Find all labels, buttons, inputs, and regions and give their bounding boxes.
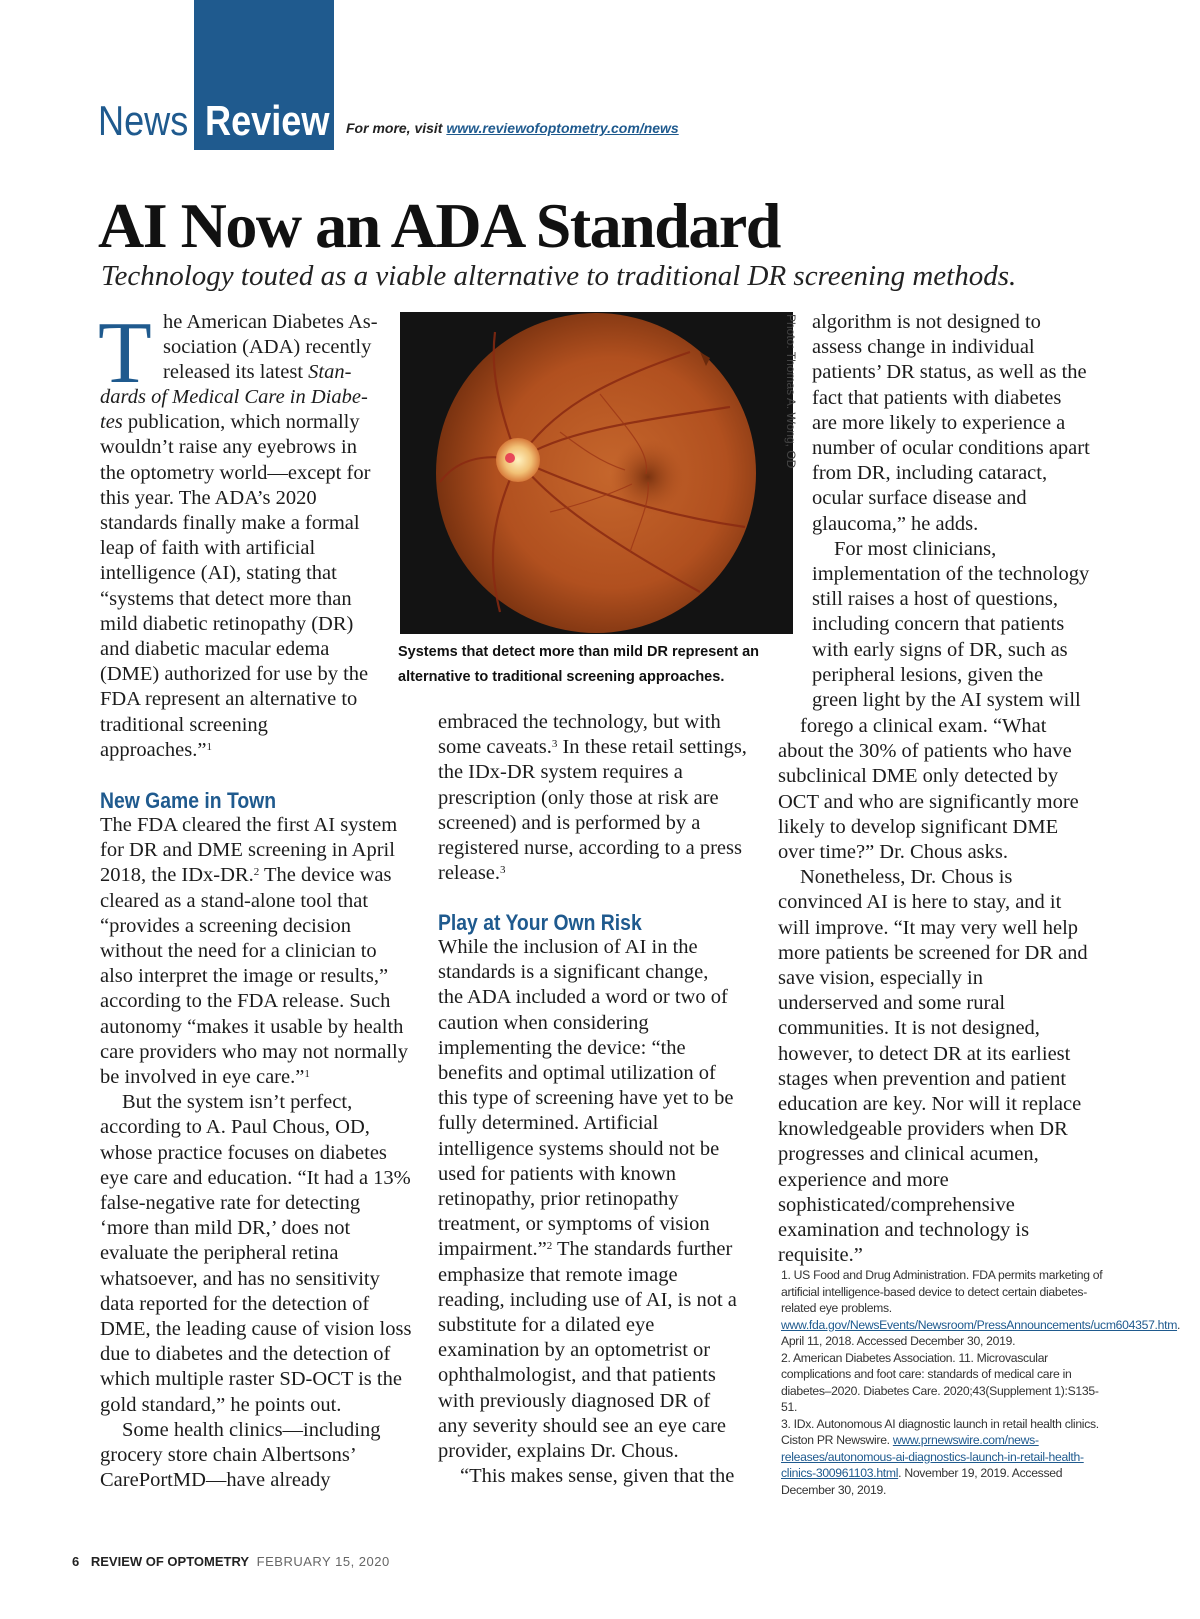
col1-intro-paragraph bbox=[100, 385, 380, 763]
ref-sup: 2 bbox=[253, 866, 260, 879]
page-number: 6 bbox=[72, 1554, 80, 1569]
col1-line-1: he American Diabetes As- bbox=[163, 311, 378, 333]
col3-body bbox=[778, 714, 1088, 1268]
photo-credit: Photo: Thomas A. Wong, OD bbox=[784, 314, 798, 469]
brand-news: News bbox=[98, 97, 189, 144]
col3-p2-text: For most clinicians, implementation of the technology still raises a host of questions, including concern that patients with early signs of DR, such as peripheral lesions, given the green light by the AI system will bbox=[812, 537, 1090, 712]
more-info-line bbox=[346, 120, 679, 136]
intro-text: publication, which normally wouldn’t raise any eyebrows in the optometry world—except for this year. The ADA’s 2020 standards finally make a formal leap of faith with artificial intelligence (AI), stating that “systems that detect more than mild diabetic retinopathy (DR) and diabetic macular edema (DME) authorized for use by the FDA represent an alternative to traditional screening approaches.” bbox=[100, 411, 371, 761]
reference-1: 1. US Food and Drug Administration. FDA permits marketing of artificial intelligence-based device to detect certain diabetes-related eye problems. www.fda.gov/NewsEvents/Newsroom/PressAnnouncements/ucm604357.htm. April 11, 2018. Accessed December 30, 2019. bbox=[781, 1268, 1181, 1348]
retina-photo bbox=[400, 312, 793, 634]
col2-p1-text: embraced the technology, but with some caveats. bbox=[438, 711, 721, 759]
col1-line-2: sociation (ADA) recently bbox=[163, 336, 372, 359]
col1-line-3: released its latest Stan- bbox=[163, 361, 352, 384]
reference-3: 3. IDx. Autonomous AI diagnostic launch in retail health clinics. Ciston PR Newswire. www.prnewswire.com/news-releases/autonomous-ai-diagnostics-launch-in-retail-health-clinics-300961103.html. November 19, 2019. Accessed December 30, 2019. bbox=[781, 1416, 1099, 1497]
drop-cap: T bbox=[98, 305, 152, 402]
subhead: Technology touted as a viable alternative to traditional DR screening methods. bbox=[101, 260, 1017, 292]
subheading-new-game: New Game in Town bbox=[100, 788, 277, 813]
col2-p1b-text: In these retail settings, the IDx-DR system requires a prescription (only those at risk are screened) and is performed by a registered nurse, according to a press release. bbox=[438, 736, 747, 885]
magazine-name: REVIEW OF OPTOMETRY bbox=[90, 1554, 250, 1569]
ref-sup: 2 bbox=[546, 1240, 553, 1253]
page-footer bbox=[72, 1554, 390, 1569]
photo-caption: Systems that detect more than mild DR represent an alternative to traditional screening approaches. bbox=[398, 644, 759, 685]
ref-sup: 1 bbox=[206, 740, 212, 753]
p2-text: The FDA cleared the first AI system for DR and DME screening in April 2018, the IDx-DR. bbox=[100, 814, 398, 887]
col1-italic-a: Stan- bbox=[308, 361, 352, 384]
col2-p2b-text: The standards further emphasize that remote image reading, including use of AI, is not a substitute for a dilated eye examination by an optometrist or ophthalmologist, and that patients with previously diagnosed DR of any severity should see an eye care provider, explains Dr. Chous. bbox=[438, 1238, 737, 1463]
reference-1-link[interactable]: www.fda.gov/NewsEvents/Newsroom/PressAnnouncements/ucm604357.htm bbox=[781, 1317, 1178, 1332]
col2-p3-text: “This makes sense, given that the bbox=[460, 1465, 735, 1488]
col2-body bbox=[438, 935, 738, 1489]
col2-top bbox=[438, 710, 748, 886]
col1-italic-b: dards of Medical Care in Diabe- bbox=[100, 386, 368, 408]
col3-p2b-text: forego a clinical exam. “What about the 30% of patients who have subclinical DME only detected by OCT and who are significantly more likely to develop significant DME over time?” Dr. Chous asks. bbox=[778, 715, 1079, 864]
p4-text: Some health clinics—including grocery store chain Albertsons’ CarePortMD—have already bbox=[100, 1418, 381, 1492]
issue-date: FEBRUARY 15, 2020 bbox=[256, 1554, 390, 1569]
news-link[interactable]: www.reviewofoptometry.com/news bbox=[446, 120, 679, 136]
fundus-image bbox=[400, 312, 793, 634]
ref-sup: 3 bbox=[500, 864, 506, 877]
col3-p3-text: Nonetheless, Dr. Chous is convinced AI is here to stay, and it will improve. “It may very well help more patients be screened for DR and save vision, especially in underserved and some rural communities. It is not designed, however, to detect DR at its earliest stages when prevention and patient education are key. Nor will it replace knowledgeable providers when DR progresses and clinical acumen, experience and more sophisticated/comprehensive examination and technology is requisite.” bbox=[778, 866, 1088, 1267]
reference-3-link[interactable]: www.prnewswire.com/news-releases/autonomous-ai-diagnostics-launch-in-retail-health-clinics-300961103.html bbox=[781, 1433, 1084, 1480]
col1-body bbox=[100, 813, 412, 1493]
col3-top bbox=[812, 310, 1090, 713]
col2-p2-text: While the inclusion of AI in the standards is a significant change, the ADA included a word or two of caution when considering implementing the device: “the benefits and optimal utilization of this type of screening have yet to be fully determined. Artificial intelligence systems should not be used for patients with known retinopathy, prior retinopathy treatment, or symptoms of vision impairment.” bbox=[438, 936, 734, 1261]
more-info-prefix: For more, visit bbox=[346, 120, 447, 136]
headline: AI Now an ADA Standard bbox=[98, 190, 780, 261]
p3-text: But the system isn’t perfect, according to A. Paul Chous, OD, whose practice focuses on diabetes eye care and education. “It had a 13% false-negative rate for detecting ‘more than mild DR,’ does not evaluate the peripheral retina whatsoever, and has no sensitivity data reported for the detection of DME, the leading cause of vision loss due to diabetes and the detection of which multiple raster SD-OCT is the gold standard,” he points out. bbox=[100, 1091, 412, 1416]
col1-italic-c: tes bbox=[100, 411, 123, 434]
ref-sup: 3 bbox=[551, 738, 558, 751]
subheading-play-risk: Play at Your Own Risk bbox=[438, 910, 642, 935]
p2b-text: The device was cleared as a stand-alone tool that “provides a screening decision without the need for a clinician to also interpret the image or results,” according to the FDA release. Such autonomy “makes it usable by health care providers who may not normally be involved in eye care.” bbox=[100, 864, 408, 1089]
reference-2: 2. American Diabetes Association. 11. Microvascular complications and foot care: standards of medical care in diabetes–2020. Diabetes Care. 2020;43(Supplement 1):S135-51. bbox=[781, 1350, 1099, 1414]
ref-sup: 1 bbox=[304, 1068, 310, 1081]
col1-opening-lines bbox=[163, 310, 378, 386]
brand-review: Review bbox=[205, 97, 330, 144]
col3-p1-text: algorithm is not designed to assess change in individual patients’ DR status, as well as the fact that patients with diabetes are more likely to experience a number of ocular conditions apart from DR, including cataract, ocular surface disease and glaucoma,” he adds. bbox=[812, 311, 1090, 535]
references bbox=[781, 1267, 1181, 1498]
